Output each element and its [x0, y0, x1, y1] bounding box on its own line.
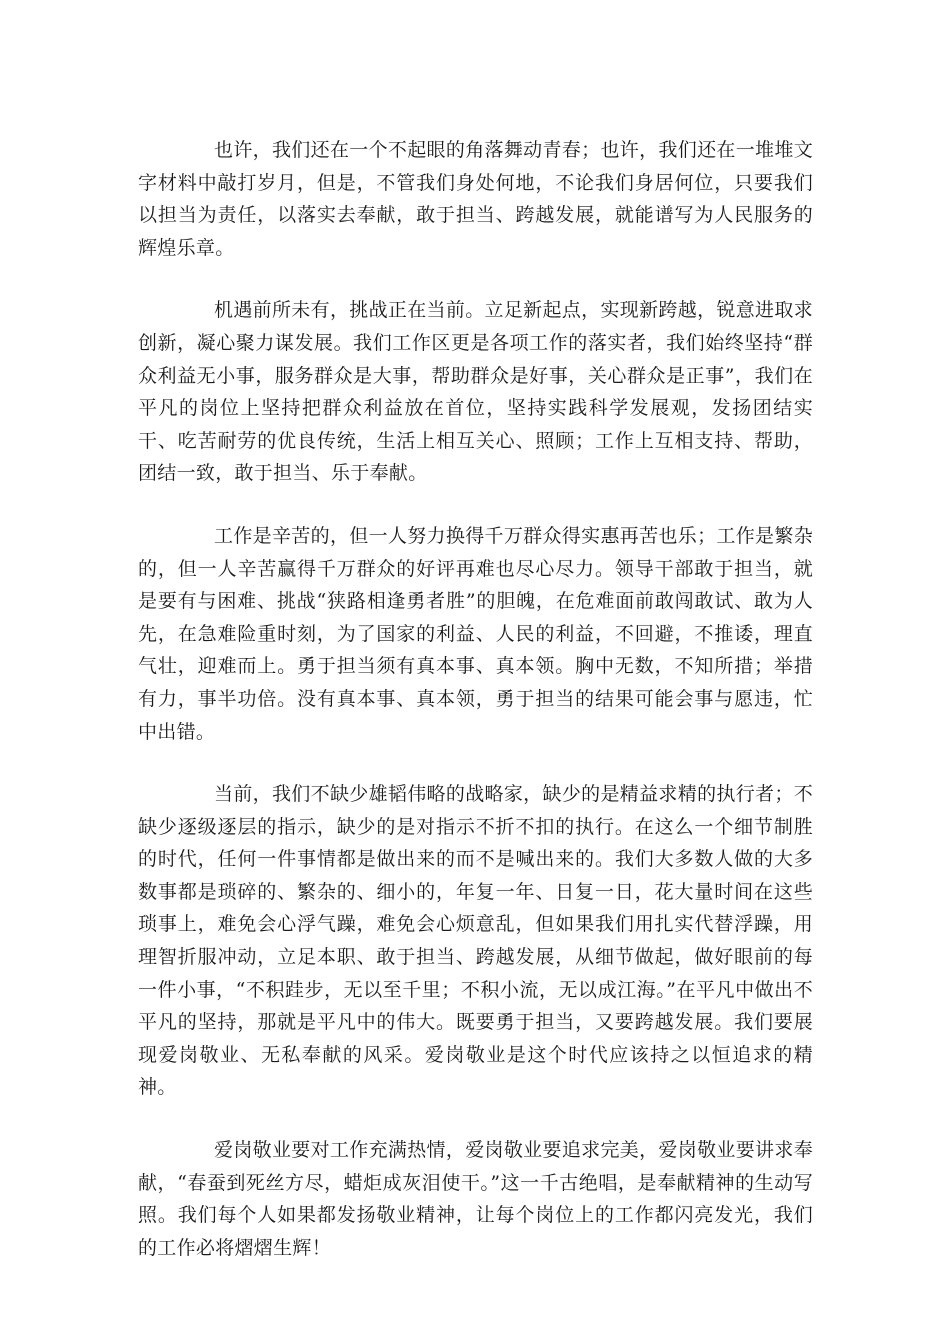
paragraph-3: 工作是辛苦的，但一人努力换得千万群众得实惠再苦也乐；工作是繁杂的，但一人辛苦赢得千万群众的好评再难也尽心尽力。领导干部敢于担当，就是要有与困难、挑战“狭路相逢勇者胜”的胆魄，在危难面前敢闯敢试、敢为人先，在急难险重时刻，为了国家的利益、人民的利益，不回避，不推诿，理直气壮，迎难而上。勇于担当须有真本事、真本领。胸中无数，不知所措；举措有力，事半功倍。没有真本事、真本领，勇于担当的结果可能会事与愿违，忙中出错。	[138, 524, 813, 743]
paragraph-4: 当前，我们不缺少雄韬伟略的战略家，缺少的是精益求精的执行者；不缺少逐级逐层的指示，缺少的是对指示不折不扣的执行。在这么一个细节制胜的时代，任何一件事情都是做出来的而不是喊出来的。我们大多数人做的大多数事都是琐碎的、繁杂的、细小的，年复一年、日复一日，花大量时间在这些琐事上，难免会心浮气躁，难免会心烦意乱，但如果我们用扎实代替浮躁，用理智折服冲动，立足本职、敢于担当、跨越发展，从细节做起，做好眼前的每一件小事，“不积跬步，无以至千里；不积小流，无以成江海。”在平凡中做出不平凡的坚持，那就是平凡中的伟大。既要勇于担当，又要跨越发展。我们要展现爱岗敬业、无私奉献的风采。爱岗敬业是这个时代应该持之以恒追求的精神。	[138, 783, 813, 1099]
paragraph-5: 爱岗敬业要对工作充满热情，爱岗敬业要追求完美，爱岗敬业要讲求奉献，“春蚕到死丝方尽，蜡炬成灰泪使干。”这一千古绝唱，是奉献精神的生动写照。我们每个人如果都发扬敬业精神，让每个岗位上的工作都闪亮发光，我们的工作必将熠熠生辉！	[138, 1139, 813, 1259]
document-page	[138, 134, 813, 1294]
paragraph-1: 也许，我们还在一个不起眼的角落舞动青春；也许，我们还在一堆堆文字材料中敲打岁月，但是，不管我们身处何地，不论我们身居何位，只要我们以担当为责任，以落实去奉献，敢于担当、跨越发展，就能谱写为人民服务的辉煌乐章。	[138, 139, 813, 259]
paragraph-2: 机遇前所未有，挑战正在当前。立足新起点，实现新跨越，锐意进取求创新，凝心聚力谋发展。我们工作区更是各项工作的落实者，我们始终坚持“群众利益无小事，服务群众是大事，帮助群众是好事，关心群众是正事”，我们在平凡的岗位上坚持把群众利益放在首位，坚持实践科学发展观，发扬团结实干、吃苦耐劳的优良传统，生活上相互关心、照顾；工作上互相支持、帮助，团结一致，敢于担当、乐于奉献。	[138, 299, 813, 485]
